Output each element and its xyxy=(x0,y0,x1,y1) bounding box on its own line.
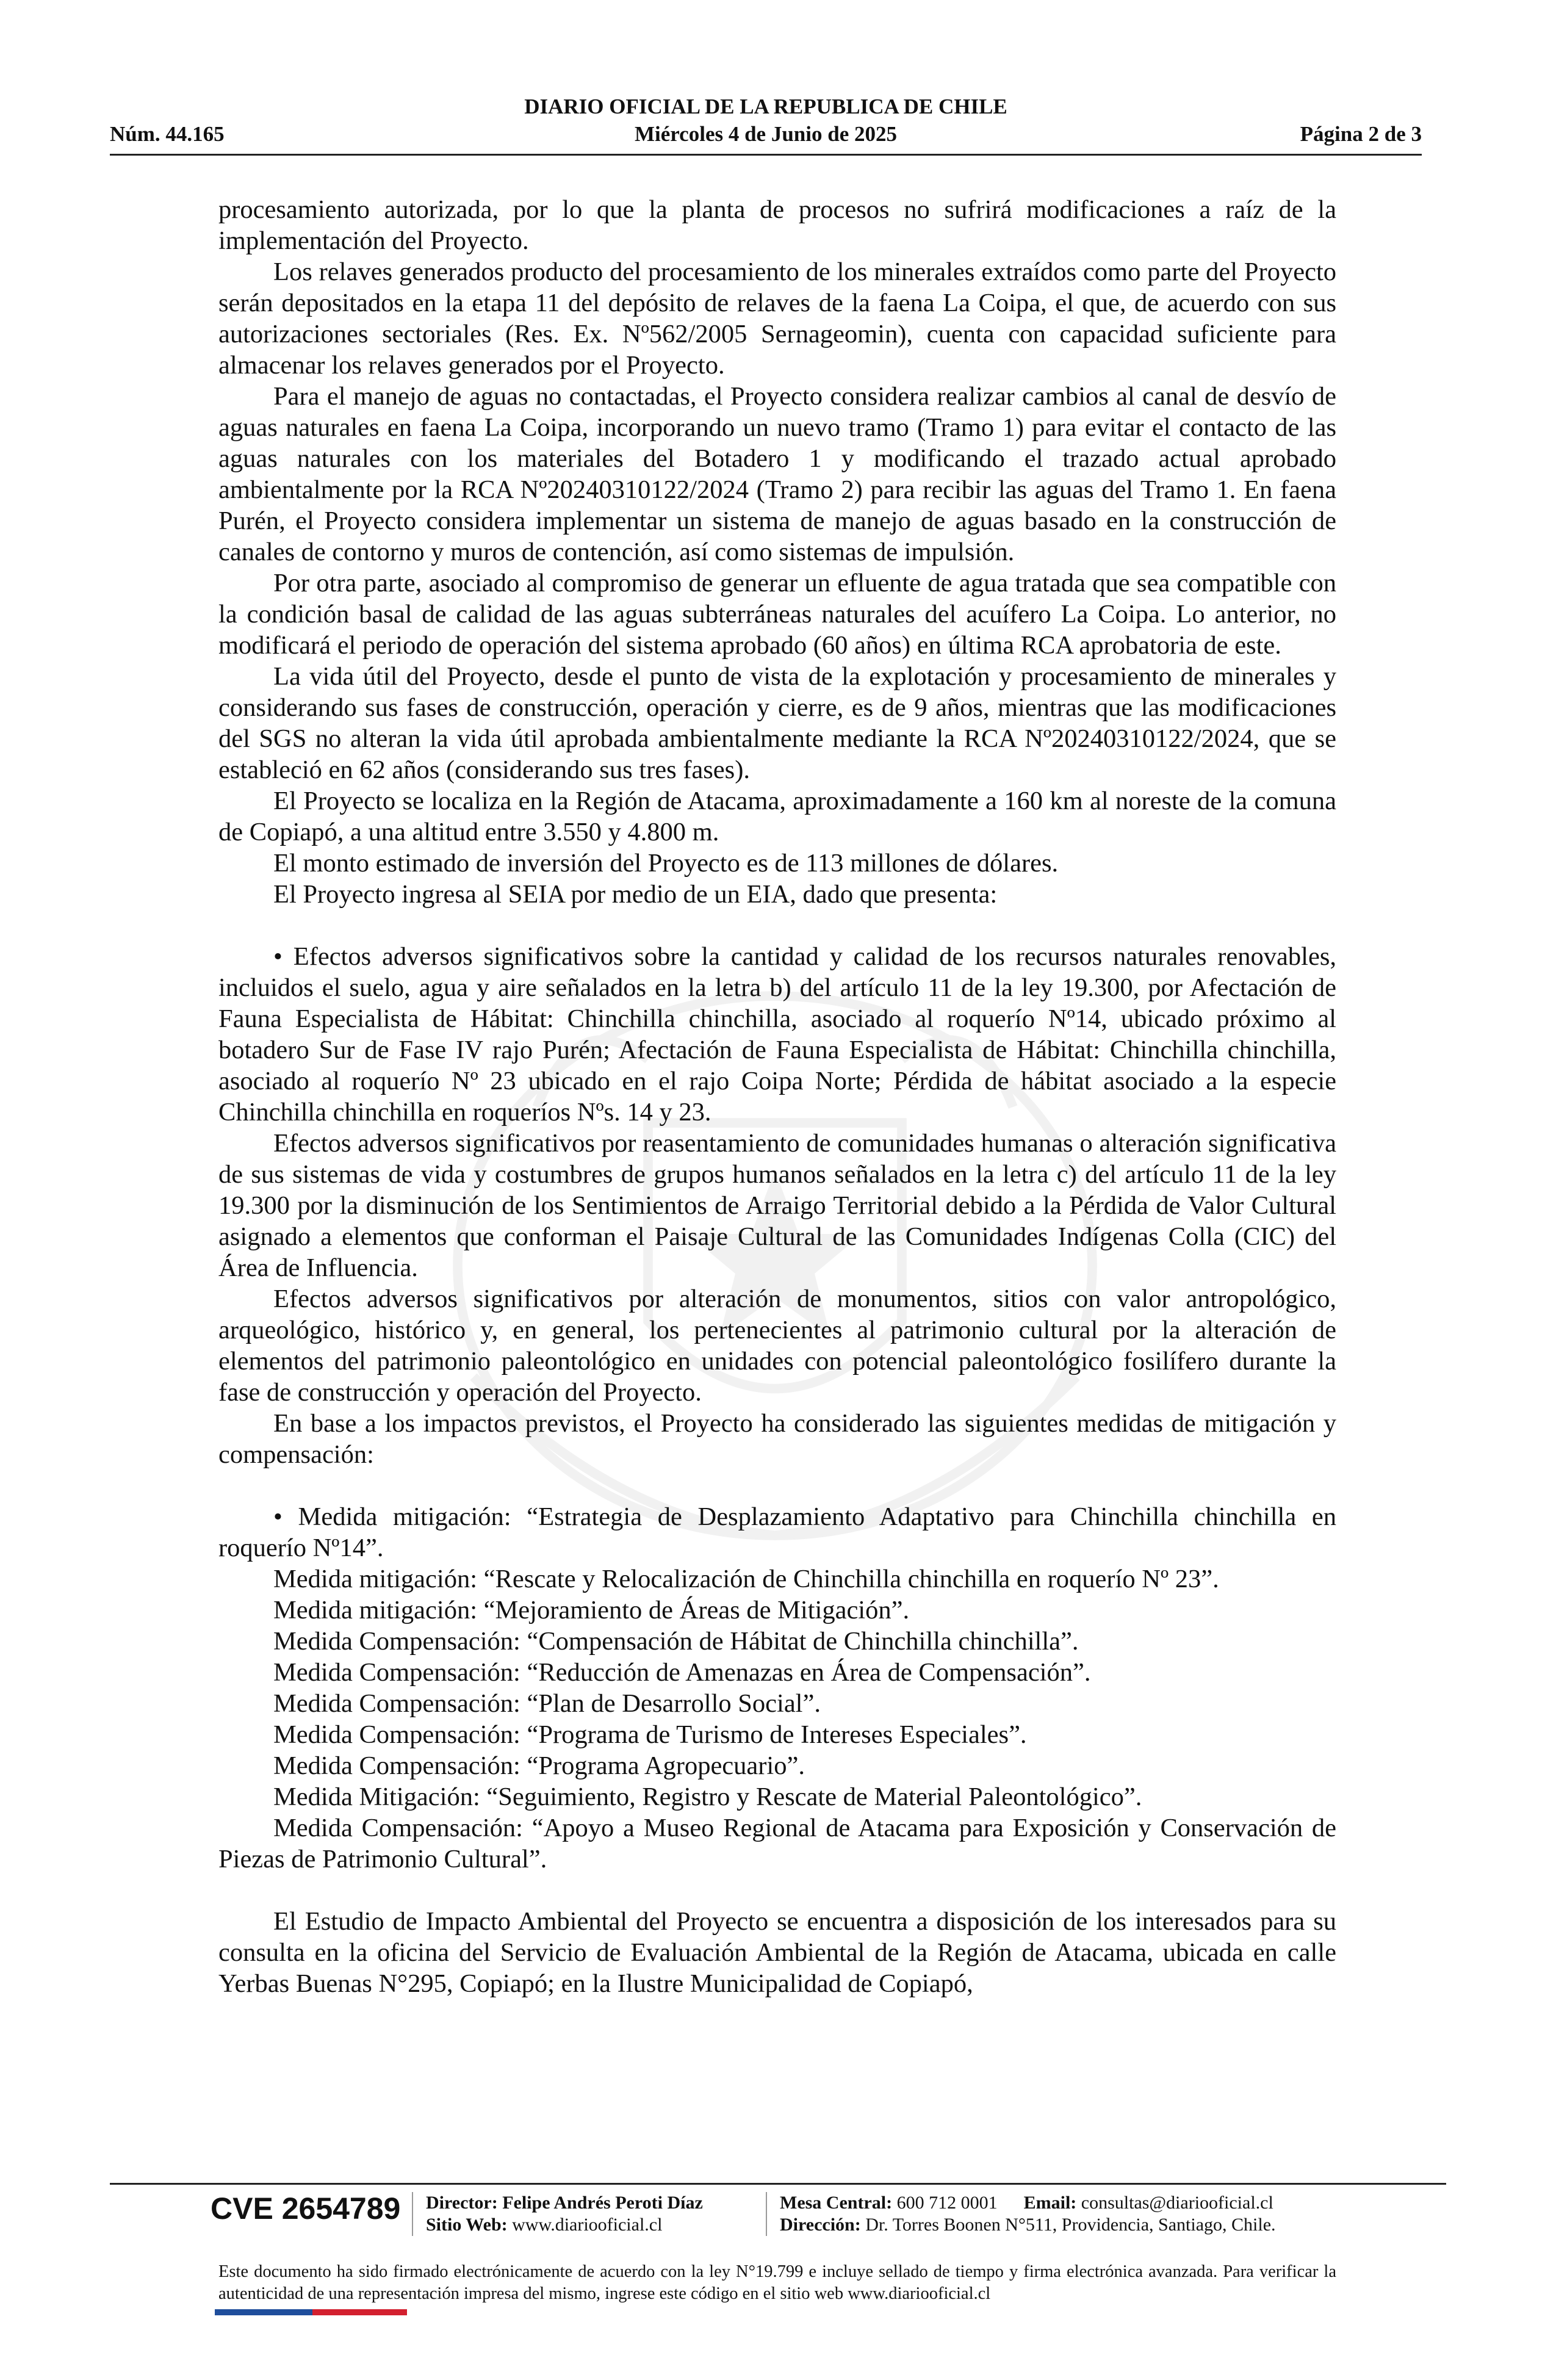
address-line xyxy=(780,2214,1276,2236)
paragraph: La vida útil del Proyecto, desde el punto de vista de la explotación y procesamiento de minerales y considerando sus fases de construcción, operación y cierre, es de 9 años, mientras que las modificaciones del SGS no alteran la vida útil aprobada ambientalmente mediante la RCA Nº20240310122/2024, que se estableció en 62 años (considerando sus tres fases). xyxy=(218,662,1336,784)
measure-item: Medida Mitigación: “Seguimiento, Registro y Rescate de Material Paleontológico”. xyxy=(273,1783,1142,1811)
paragraph: Efectos adversos significativos por reasentamiento de comunidades humanas o alteración significativa de sus sistemas de vida y costumbres de grupos humanos señalados en la letra c) del artículo 11 de la ley 19.300 por la disminución de los Sentimientos de Arraigo Territorial debido a la Pérdida de Valor Cultural asignado a elementos que conforman el Paisaje Cultural de las Comunidades Indígenas Colla (CIC) del Área de Influencia. xyxy=(218,1129,1336,1282)
flag-stripe-red xyxy=(312,2309,407,2315)
paragraph: Efectos adversos significativos por alteración de monumentos, sitios con valor antropológico, arqueológico, histórico y, en general, los pertenecientes al patrimonio cultural por la alteración de elementos del patrimonio paleontológico en unidades con potencial paleontológico fosilífero durante la fase de construcción y operación del Proyecto. xyxy=(218,1285,1336,1407)
header-divider xyxy=(110,154,1422,156)
website-line xyxy=(426,2214,662,2236)
issue-number: Núm. 44.165 xyxy=(110,122,225,146)
director-label: Director: xyxy=(426,2193,498,2213)
measure-item: Medida Compensación: “Programa Agropecuario”. xyxy=(273,1751,805,1780)
paragraph: procesamiento autorizada, por lo que la planta de procesos no sufrirá modificaciones a raíz de la implementación del Proyecto. xyxy=(218,195,1336,255)
address-value: Dr. Torres Boonen N°511, Providencia, Santiago, Chile. xyxy=(865,2215,1276,2235)
website-label: Sitio Web: xyxy=(426,2215,508,2235)
page-header xyxy=(110,95,1422,156)
paragraph: El monto estimado de inversión del Proyecto es de 113 millones de dólares. xyxy=(273,849,1059,878)
director-name: Felipe Andrés Peroti Díaz xyxy=(502,2193,703,2213)
footer-divider xyxy=(110,2183,1446,2185)
issue-date: Miércoles 4 de Junio de 2025 xyxy=(634,122,897,146)
bullet-paragraph: • Efectos adversos significativos sobre la cantidad y calidad de los recursos naturales renovables, incluidos el suelo, agua y aire señalados en la letra b) del artículo 11 de la ley 19.300, por Afectación de Fauna Especialista de Hábitat: Chinchilla chinchilla, asociado al roquerío Nº14, ubicado próximo al botadero Sur de Fase IV rajo Purén; Afectación de Fauna Especialista de Hábitat: Chinchilla chinchilla, asociado al roquerío Nº 23 ubicado en el rajo Coipa Norte; Pérdida de hábitat asociado a la especie Chinchilla chinchilla en roqueríos Nºs. 14 y 23. xyxy=(218,942,1336,1127)
measure-item: Medida Compensación: “Apoyo a Museo Regional de Atacama para Exposición y Conservación de Piezas de Patrimonio Cultural”. xyxy=(218,1814,1336,1873)
measure-item: Medida Compensación: “Compensación de Hábitat de Chinchilla chinchilla”. xyxy=(273,1627,1079,1656)
paragraph: El Estudio de Impacto Ambiental del Proyecto se encuentra a disposición de los interesados para su consulta en la oficina del Servicio de Evaluación Ambiental de la Región de Atacama, ubicada en calle Yerbas Buenas N°295, Copiapó; en la Ilustre Municipalidad de Copiapó, xyxy=(218,1907,1336,1998)
phone-value: 600 712 0001 xyxy=(896,2193,998,2213)
measure-item: Medida Compensación: “Programa de Turismo de Intereses Especiales”. xyxy=(273,1720,1027,1749)
paragraph: Los relaves generados producto del procesamiento de los minerales extraídos como parte del Proyecto serán depositados en la etapa 11 del depósito de relaves de la faena La Coipa, el que, de acuerdo con sus autorizaciones sectoriales (Res. Ex. Nº562/2005 Sernageomin), cuenta con capacidad suficiente para almacenar los relaves generados por el Proyecto. xyxy=(218,258,1336,380)
page-number: Página 2 de 3 xyxy=(1300,122,1422,146)
paragraph: Por otra parte, asociado al compromiso de generar un efluente de agua tratada que sea compatible con la condición basal de calidad de las aguas subterráneas naturales del acuífero La Coipa. Lo anterior, no modificará el periodo de operación del sistema aprobado (60 años) en última RCA aprobatoria de este. xyxy=(218,569,1336,660)
email-link[interactable]: consultas@diariooficial.cl xyxy=(1081,2193,1273,2213)
director-line xyxy=(426,2192,703,2214)
footer-separator xyxy=(412,2192,413,2236)
paragraph: El Proyecto se localiza en la Región de Atacama, aproximadamente a 160 km al noreste de la comuna de Copiapó, a una altitud entre 3.550 y 4.800 m. xyxy=(218,787,1336,846)
footer-separator xyxy=(766,2192,767,2236)
contact-line xyxy=(780,2192,1273,2214)
paragraph: Para el manejo de aguas no contactadas, el Proyecto considera realizar cambios al canal de desvío de aguas naturales en faena La Coipa, incorporando un nuevo tramo (Tramo 1) para evitar el contacto de las aguas naturales con los materiales del Botadero 1 y modificando el trazado actual aprobado ambientalmente por la RCA Nº20240310122/2024 (Tramo 2) para recibir las aguas del Tramo 1. En faena Purén, el Proyecto considera implementar un sistema de manejo de aguas basado en la construcción de canales de contorno y muros de contención, así como sistemas de impulsión. xyxy=(218,382,1336,566)
measure-item: Medida mitigación: “Rescate y Relocalización de Chinchilla chinchilla en roquerío Nº 23”. xyxy=(273,1565,1219,1593)
paragraph: En base a los impactos previstos, el Proyecto ha considerado las siguientes medidas de mitigación y compensación: xyxy=(218,1409,1336,1469)
measure-item: Medida Compensación: “Reducción de Amenazas en Área de Compensación”. xyxy=(273,1658,1091,1687)
publication-title: DIARIO OFICIAL DE LA REPUBLICA DE CHILE xyxy=(524,95,1007,118)
website-link[interactable]: www.diariooficial.cl xyxy=(512,2215,663,2235)
flag-stripe-blue xyxy=(215,2309,312,2315)
paragraph: El Proyecto ingresa al SEIA por medio de un EIA, dado que presenta: xyxy=(273,880,998,909)
email-label: Email: xyxy=(1023,2193,1077,2213)
measure-item: Medida Compensación: “Plan de Desarrollo Social”. xyxy=(273,1689,821,1718)
address-label: Dirección: xyxy=(780,2215,861,2235)
legal-notice: Este documento ha sido firmado electrónicamente de acuerdo con la ley N°19.799 e incluye sellado de tiempo y firma electrónica avanzada. Para verificar la autenticidad de una representación impresa del mismo, ingrese este código en el sitio web www.diariooficial.cl xyxy=(218,2262,1336,2303)
phone-label: Mesa Central: xyxy=(780,2193,893,2213)
measure-item: • Medida mitigación: “Estrategia de Desplazamiento Adaptativo para Chinchilla chinchilla en roquerío Nº14”. xyxy=(218,1502,1336,1562)
cve-code: CVE 2654789 xyxy=(211,2191,401,2226)
measure-item: Medida mitigación: “Mejoramiento de Áreas de Mitigación”. xyxy=(273,1596,910,1625)
document-body xyxy=(218,194,1336,1999)
